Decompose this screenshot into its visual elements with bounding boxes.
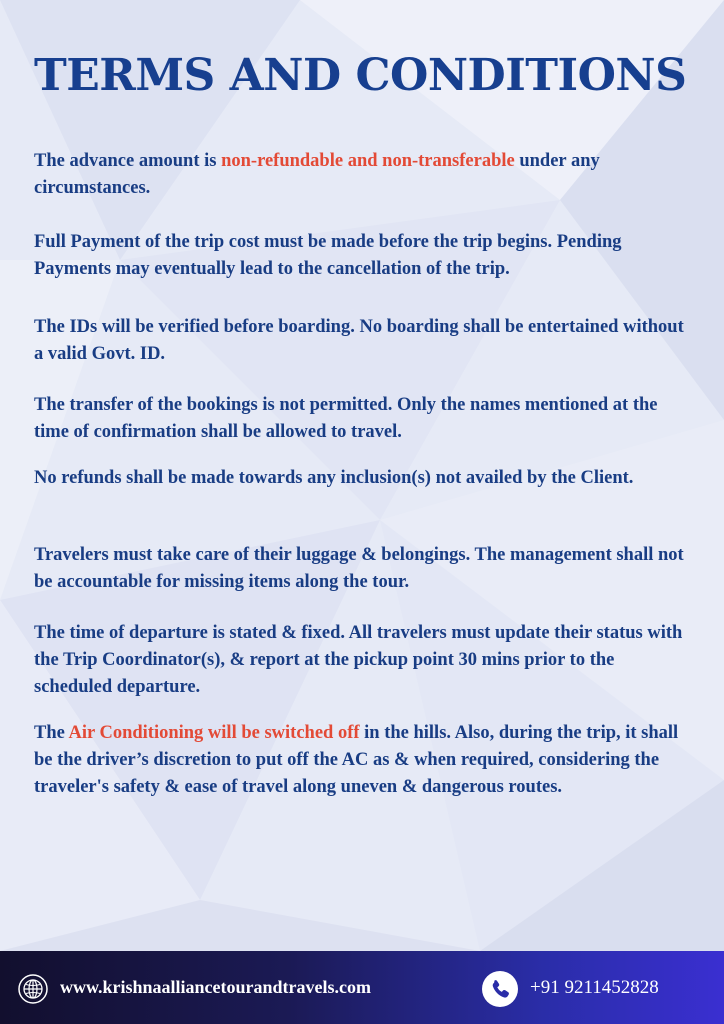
- term-item-7: The time of departure is stated & fixed. All travelers must update their status with the Trip Coordinator(s), & report at the pickup point 30 mins prior to the scheduled departure.: [34, 623, 683, 697]
- page-title: TERMS AND CONDITIONS: [34, 50, 687, 101]
- website-link[interactable]: www.krishnaalliancetourandtravels.com: [60, 977, 372, 997]
- term-highlight: non-refundable and non-transferable: [221, 151, 515, 171]
- term-text: The advance amount is: [34, 151, 222, 171]
- footer-bar: [0, 951, 724, 1024]
- term-text: under any circumstances.: [34, 151, 600, 198]
- term-item-3: The IDs will be verified before boarding. No boarding shall be entertained without a valid Govt. ID.: [34, 317, 684, 364]
- term-item-8: [34, 720, 694, 801]
- term-text: in the hills. Also, during the trip, it shall be the driver’s discretion to put off the AC as & when required, considering the traveler's safety & ease of travel along uneven & dangerous routes.: [34, 723, 679, 797]
- term-item-5: No refunds shall be made towards any inclusion(s) not availed by the Client.: [34, 468, 634, 488]
- term-item-2: Full Payment of the trip cost must be made before the trip begins. Pending Payments may eventually lead to the cancellation of the trip.: [34, 232, 622, 279]
- phone-number-link[interactable]: +91 9211452828: [530, 977, 659, 998]
- globe-icon: [18, 974, 48, 1004]
- term-text: The: [34, 723, 69, 743]
- term-highlight: Air Conditioning will be switched off: [68, 723, 360, 743]
- term-item-1: [34, 148, 694, 202]
- term-item-6: Travelers must take care of their luggage & belongings. The management shall not be accountable for missing items along the tour.: [34, 545, 684, 592]
- phone-icon: [482, 971, 518, 1007]
- term-item-4: The transfer of the bookings is not permitted. Only the names mentioned at the time of confirmation shall be allowed to travel.: [34, 395, 658, 442]
